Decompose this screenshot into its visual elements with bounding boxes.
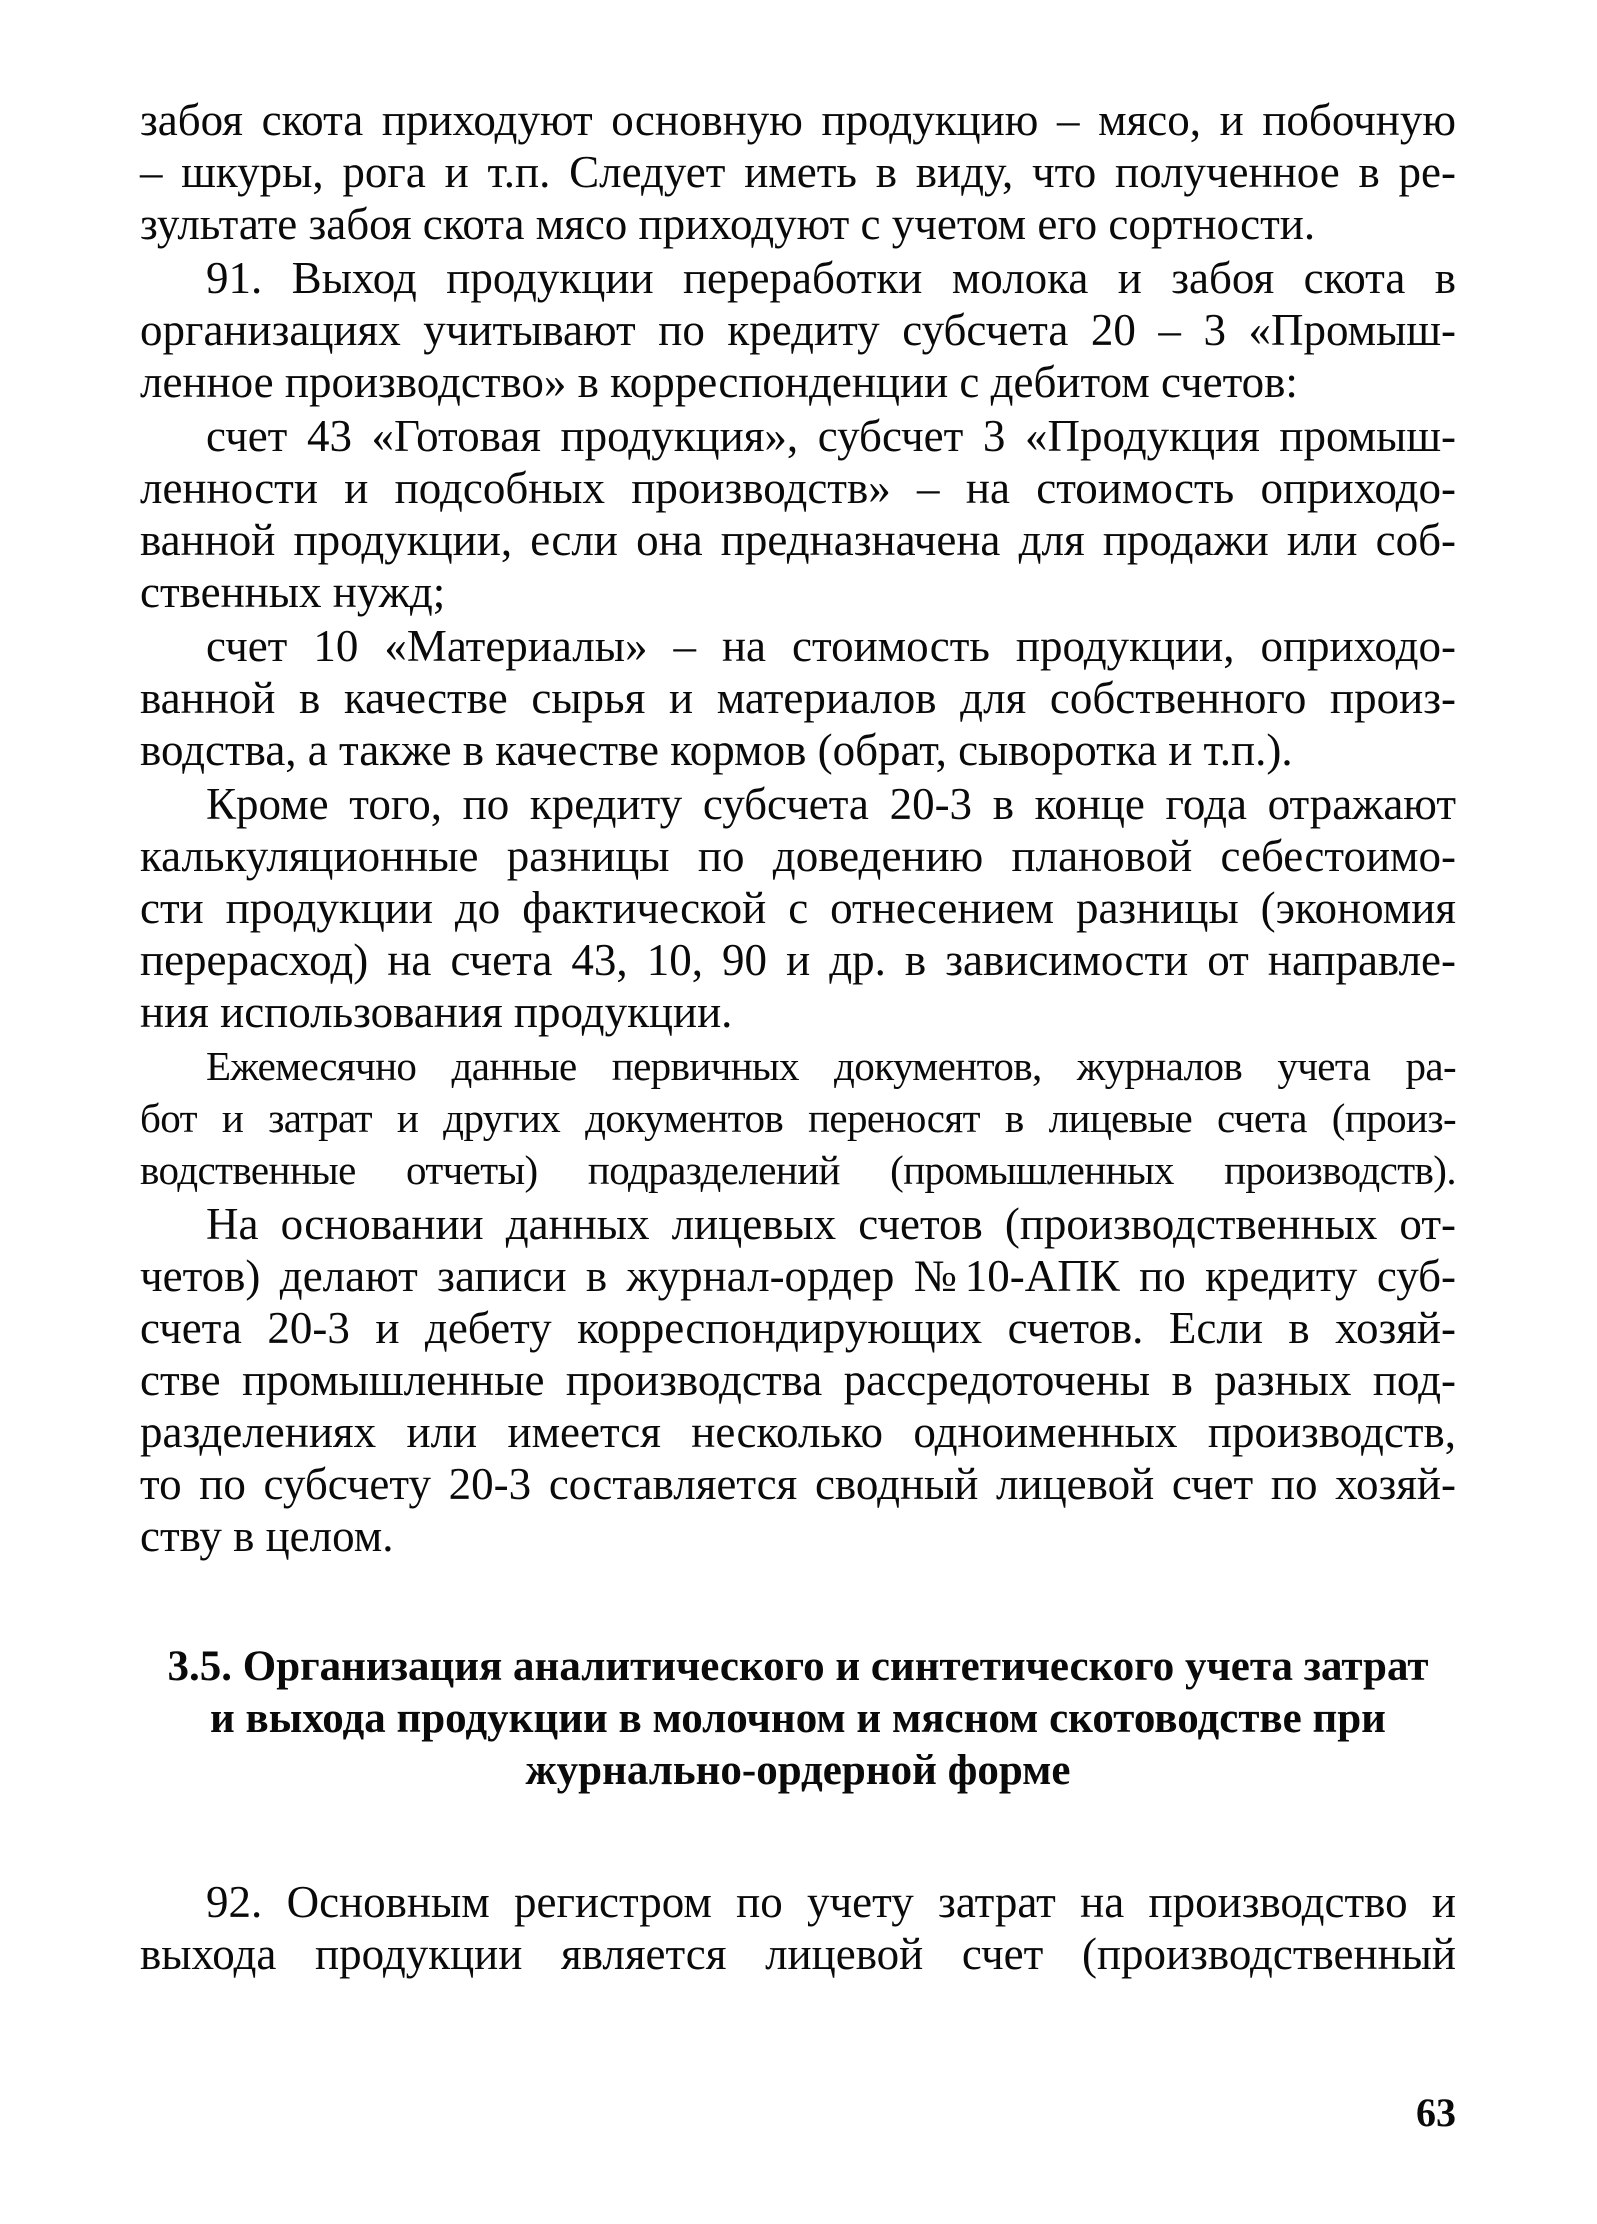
page-number: 63 xyxy=(1416,2090,1456,2135)
text-line: разделениях или имеется несколько одноименных производств, xyxy=(140,1407,1456,1457)
text-line: счета 20-3 и дебету корреспондирующих счетов. Если в хозяй- xyxy=(140,1303,1456,1353)
heading-line: и выхода продукции в молочном и мясном скотоводстве при xyxy=(210,1695,1386,1742)
text-line: Ежемесячно данные первичных документов, журналов учета ра- xyxy=(206,1043,1456,1089)
text-line: водственные отчеты) подразделений (промышленных производств). xyxy=(140,1147,1456,1193)
heading-line: журнально-ордерной форме xyxy=(525,1747,1071,1794)
text-line: 92. Основным регистром по учету затрат на производство и xyxy=(206,1877,1456,1927)
text-line: 91. Выход продукции переработки молока и забоя скота в xyxy=(206,253,1456,303)
text-line: ству в целом. xyxy=(140,1511,394,1561)
text-line: перерасход) на счета 43, 10, 90 и др. в зависимости от направле- xyxy=(140,935,1456,985)
text-line: организациях учитывают по кредиту субсчета 20 – 3 «Промыш- xyxy=(140,305,1456,355)
text-line: сти продукции до фактической с отнесением разницы (экономия xyxy=(140,883,1456,933)
text-line: водства, а также в качестве кормов (обрат, сыворотка и т.п.). xyxy=(140,725,1293,775)
text-line: – шкуры, рога и т.п. Следует иметь в виду, что полученное в ре- xyxy=(140,147,1456,197)
text-line: бот и затрат и других документов переносят в лицевые счета (произ- xyxy=(140,1095,1456,1141)
text-line: забоя скота приходуют основную продукцию – мясо, и побочную xyxy=(140,95,1456,145)
text-line: четов) делают записи в журнал-ордер №10-АПК по кредиту суб- xyxy=(140,1251,1456,1301)
text-line: ленности и подсобных производств» – на стоимость оприходо- xyxy=(140,463,1456,513)
text-line: выхода продукции является лицевой счет (производственный xyxy=(140,1929,1456,1979)
text-line: На основании данных лицевых счетов (производственных от- xyxy=(206,1199,1456,1249)
text-line: ленное производство» в корреспонденции с дебитом счетов: xyxy=(140,357,1298,407)
text-line: счет 43 «Готовая продукция», субсчет 3 «Продукция промыш- xyxy=(206,411,1456,461)
text-line: счет 10 «Материалы» – на стоимость продукции, оприходо- xyxy=(206,621,1456,671)
text-line: Кроме того, по кредиту субсчета 20-3 в конце года отражают xyxy=(206,779,1456,829)
text-line: ванной в качестве сырья и материалов для собственного произ- xyxy=(140,673,1456,723)
heading-line: 3.5. Организация аналитического и синтетического учета затрат xyxy=(167,1643,1429,1690)
text-line: ванной продукции, если она предназначена для продажи или соб- xyxy=(140,515,1456,565)
text-line: то по субсчету 20-3 составляется сводный лицевой счет по хозяй- xyxy=(140,1459,1456,1509)
text-line: ния использования продукции. xyxy=(140,987,733,1037)
text-line: ственных нужд; xyxy=(140,567,446,617)
text-line: калькуляционные разницы по доведению плановой себестоимо- xyxy=(140,831,1456,881)
text-line: стве промышленные производства рассредоточены в разных под- xyxy=(140,1355,1456,1405)
text-line: зультате забоя скота мясо приходуют с учетом его сортности. xyxy=(140,199,1316,249)
